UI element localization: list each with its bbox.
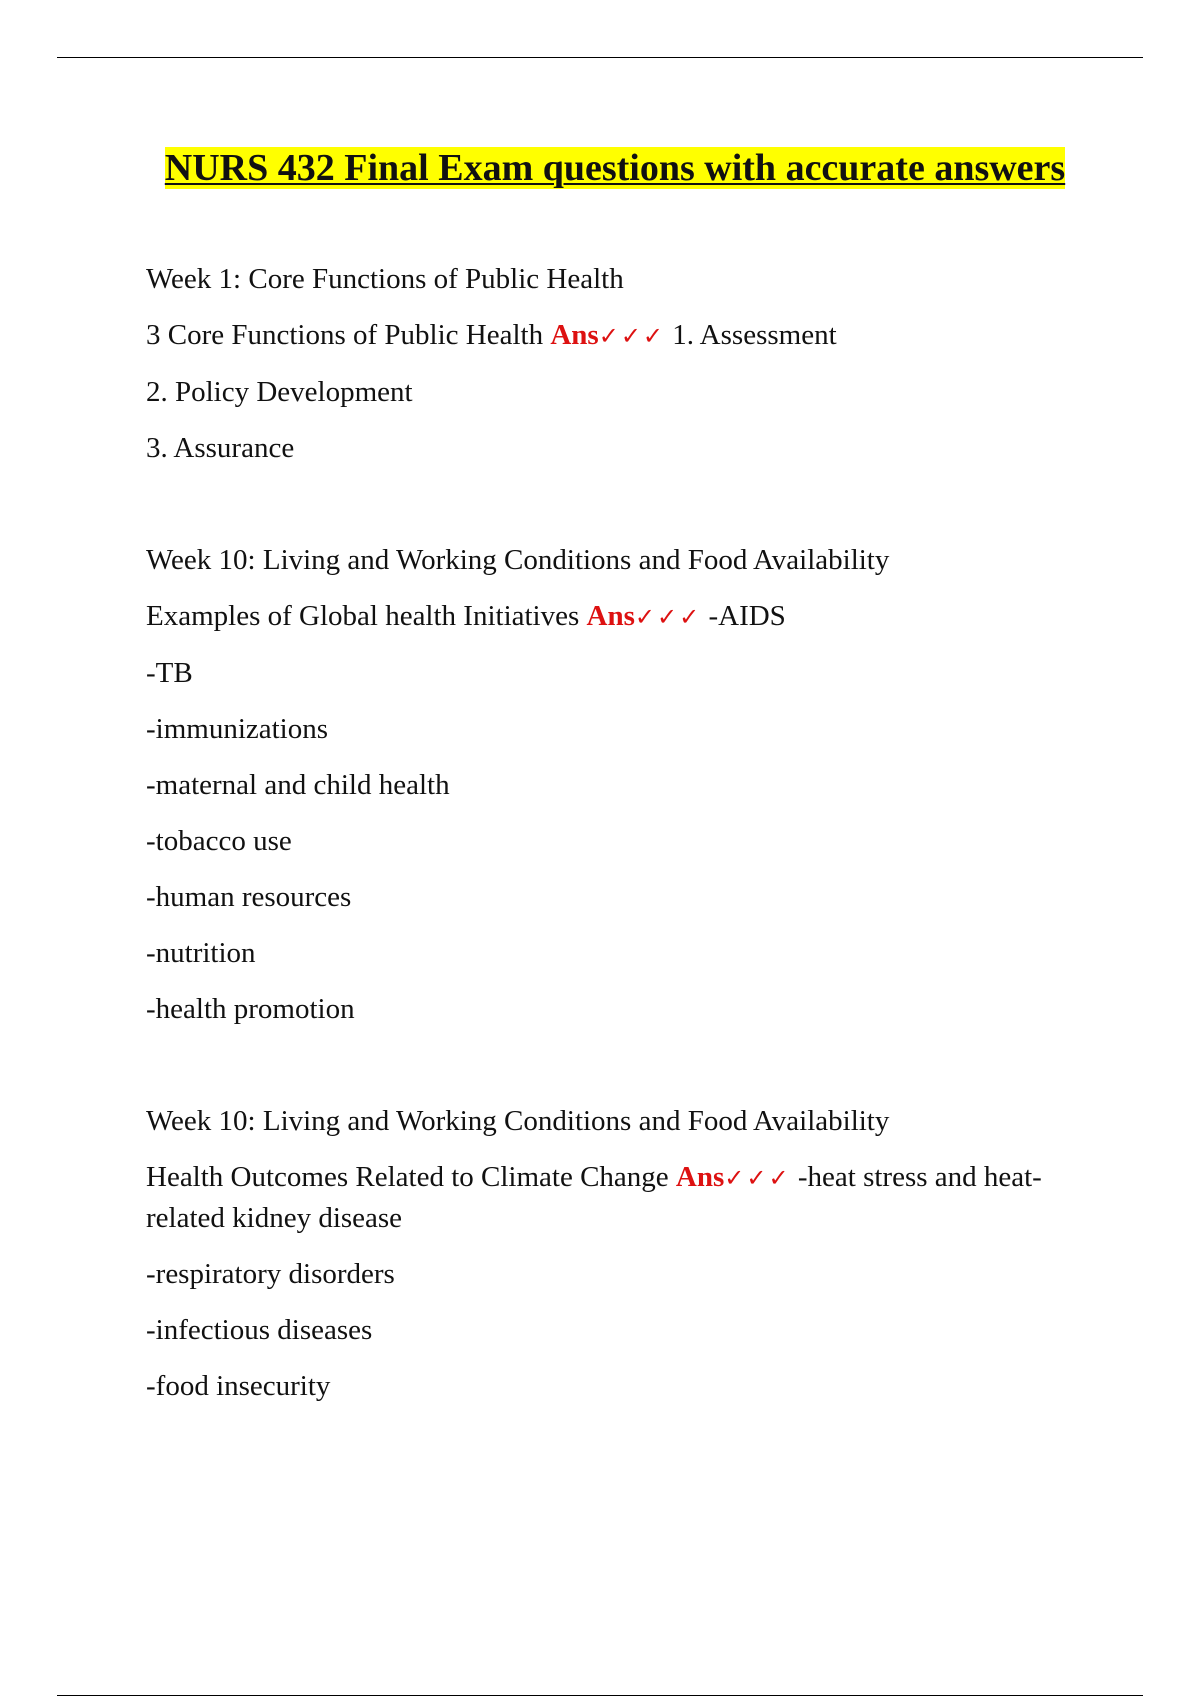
- footer-rule: [57, 1695, 1143, 1696]
- answer-item: -nutrition: [146, 937, 256, 969]
- answer-item: -food insecurity: [146, 1370, 331, 1402]
- question-line: [146, 596, 1086, 637]
- checkmark-icon: ✓✓✓: [724, 1164, 791, 1192]
- answer-item: -immunizations: [146, 713, 329, 745]
- section-spacer: [146, 484, 1086, 540]
- answer-label: Ans: [586, 600, 635, 632]
- answer-item: -TB: [146, 657, 193, 689]
- question-line: [146, 315, 1086, 356]
- checkmark-icon: ✓✓✓: [634, 603, 702, 631]
- question-line: [146, 1157, 1086, 1238]
- answer-item: 2. Policy Development: [146, 376, 413, 408]
- section-heading: Week 10: Living and Working Conditions and Food Availability: [146, 544, 890, 576]
- section-spacer: [146, 1045, 1086, 1101]
- section-heading: Week 10: Living and Working Conditions and Food Availability: [146, 1105, 890, 1137]
- document-body: [146, 259, 1086, 1422]
- answer-item: -health promotion: [146, 993, 355, 1025]
- answer-item: 3. Assurance: [146, 432, 295, 464]
- checkmark-icon: ✓✓✓: [598, 322, 666, 350]
- question-text: 3 Core Functions of Public Health: [146, 319, 544, 351]
- answer-item: -maternal and child health: [146, 769, 450, 801]
- answer-text: 1. Assessment: [672, 319, 837, 351]
- answer-label: Ans: [675, 1161, 725, 1193]
- answer-item: -human resources: [146, 881, 352, 913]
- answer-item: -tobacco use: [146, 825, 292, 857]
- answer-item: -infectious diseases: [146, 1314, 373, 1346]
- question-text: Health Outcomes Related to Climate Change: [146, 1161, 669, 1193]
- answer-text: -heat stress and heat-related kidney disease: [146, 1161, 1042, 1234]
- answer-item: -respiratory disorders: [146, 1258, 395, 1290]
- answer-text: -AIDS: [708, 600, 786, 632]
- document-title: NURS 432 Final Exam questions with accurate answers: [164, 147, 1066, 189]
- question-text: Examples of Global health Initiatives: [146, 600, 580, 632]
- header-rule: [57, 57, 1143, 58]
- section-heading: Week 1: Core Functions of Public Health: [146, 263, 624, 295]
- answer-label: Ans: [550, 319, 599, 351]
